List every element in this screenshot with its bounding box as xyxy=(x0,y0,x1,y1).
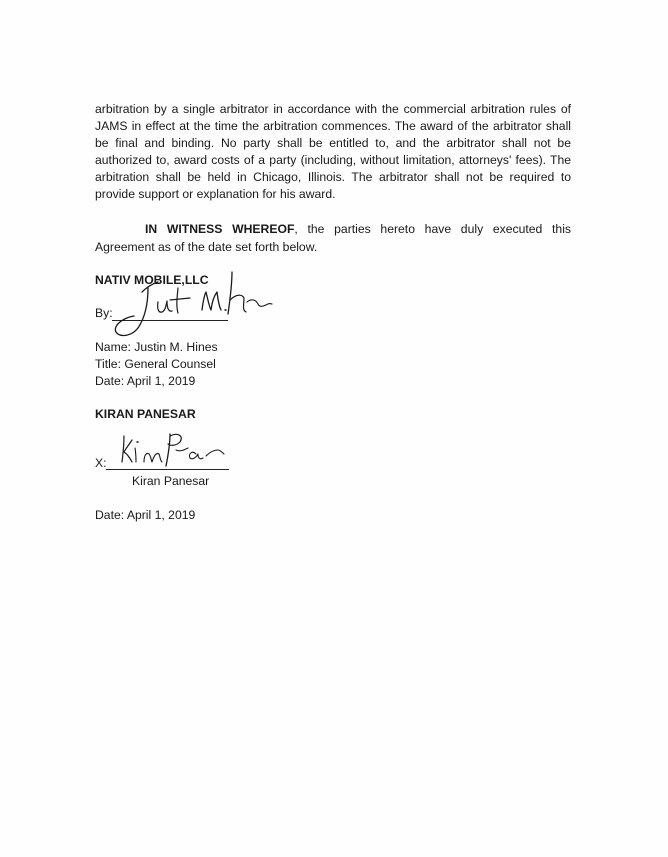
signer-title: Title: General Counsel xyxy=(95,357,216,371)
witness-text: , the parties hereto have duly executed this Agreement as of the date set forth below. xyxy=(95,222,571,254)
by-label: By: xyxy=(95,306,113,320)
party-1-heading: NATIV MOBILE,LLC xyxy=(95,273,209,287)
party-2-date: Date: April 1, 2019 xyxy=(95,508,196,522)
signer-name: Name: Justin M. Hines xyxy=(95,340,218,354)
arbitration-paragraph: arbitration by a single arbitrator in accordance with the commercial arbitration rules of JAMS in effect at the time the arbitration commences. The award of the arbitrator shall be final and binding. No party shall be entitled to, and the arbitrator shall not be authorized to, award costs of a party (including, without limitation, attorneys' fees). The arbitration shall be held in Chicago, Illinois. The arbitrator shall not be required to provide support or explanation for his award. xyxy=(95,102,571,201)
party-1-date: Date: April 1, 2019 xyxy=(95,374,196,388)
witness-paragraph xyxy=(95,220,571,256)
party-1-signature xyxy=(108,270,278,342)
party-2-signature xyxy=(118,428,228,470)
signer-printed-name: Kiran Panesar xyxy=(132,474,210,488)
x-label: X: xyxy=(95,456,107,470)
party-2-heading: KIRAN PANESAR xyxy=(95,407,196,421)
witness-heading: IN WITNESS WHEREOF xyxy=(145,222,295,236)
